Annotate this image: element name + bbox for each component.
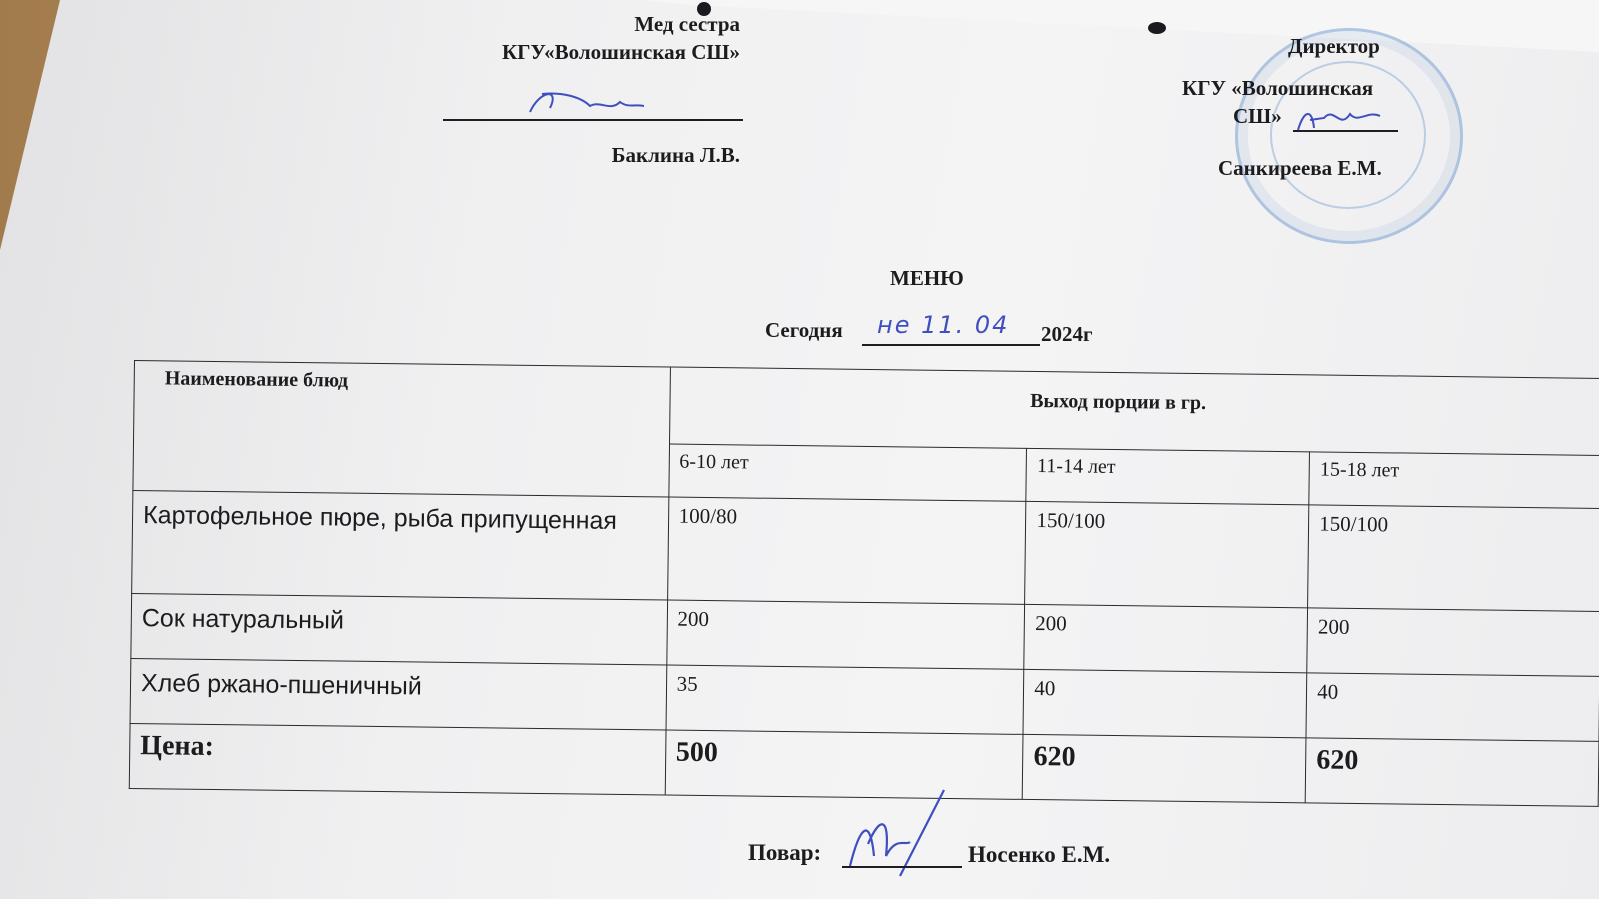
portion-value: 40 [1306,673,1599,742]
header-portion: Выход порции в гр. [669,367,1599,455]
cook-label: Повар: [748,840,822,865]
date-prefix: Сегодня [765,318,843,342]
age-11-14: 11-14 лет [1026,448,1309,504]
date-line [862,344,1040,346]
price-value: 620 [1305,738,1599,807]
nurse-signature-line [443,119,743,121]
date-suffix: 2024г [1041,322,1093,346]
portion-value: 40 [1023,669,1307,737]
dish-name: Хлеб ржано-пшеничный [130,658,666,730]
nurse-name: Баклина Л.В. [611,143,740,167]
price-value: 620 [1023,734,1307,802]
dish-name: Картофельное пюре, рыба припущенная [132,490,669,600]
cook-signature [840,786,960,886]
portion-value: 200 [1307,608,1599,677]
portion-value: 200 [1024,604,1308,672]
date-handwritten: не 11. 04 [877,311,1010,339]
cook-signature-line [842,866,962,868]
portion-value: 150/100 [1308,505,1599,612]
director-org-line1: КГУ «Волошинская [1182,76,1374,100]
age-6-10: 6-10 лет [668,444,1026,501]
age-15-18: 15-18 лет [1309,452,1599,509]
price-value: 500 [665,730,1024,799]
portion-value: 200 [666,600,1025,669]
director-org-line2: СШ» [1233,104,1282,128]
nurse-role: Мед сестра [634,12,740,36]
director-signature-line [1293,130,1398,132]
director-name: Санкиреева Е.М. [1218,156,1382,180]
price-label: Цена: [129,723,665,795]
page-title: МЕНЮ [890,266,964,290]
director-role: Директор [1288,34,1380,58]
punch-hole-right [1148,22,1166,34]
portion-value: 35 [666,665,1025,734]
dish-name: Сок натуральный [131,593,667,665]
header-dish: Наименование блюд [133,361,670,498]
portion-value: 150/100 [1025,501,1309,607]
nurse-signature [520,82,660,122]
portion-value: 100/80 [667,497,1026,604]
nurse-org: КГУ«Волошинская СШ» [501,40,740,64]
director-signature [1290,100,1400,140]
table-row [132,490,1599,611]
cook-name: Носенко Е.М. [968,842,1111,867]
menu-table [129,360,1599,807]
header-row [134,361,1599,456]
